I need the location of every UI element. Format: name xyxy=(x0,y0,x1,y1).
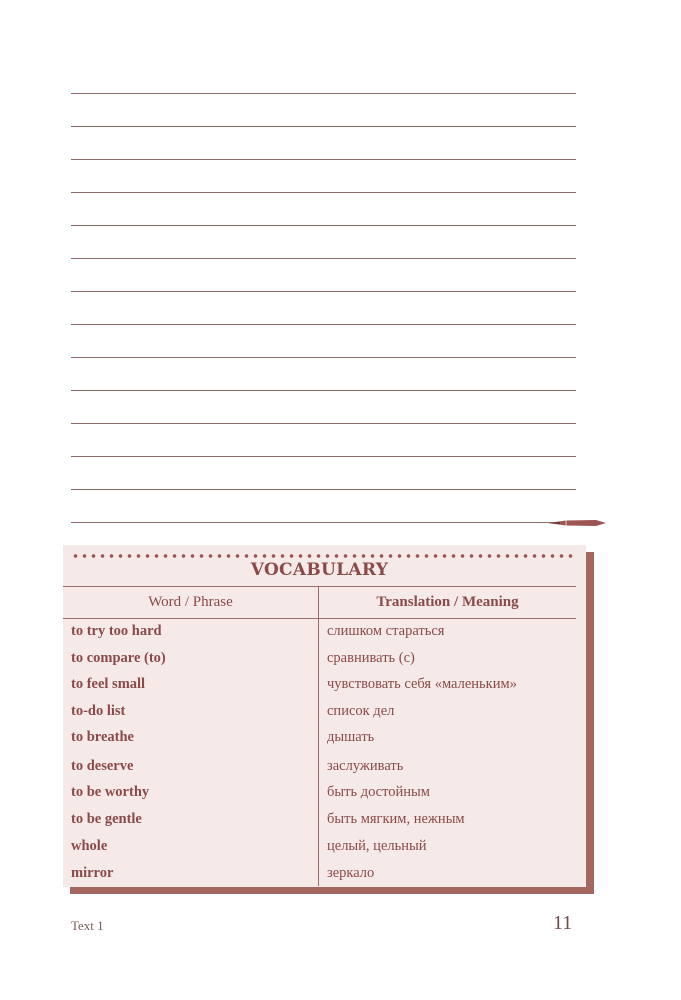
table-row xyxy=(63,758,576,785)
vocab-meaning: слишком стараться xyxy=(327,623,445,639)
writing-line xyxy=(71,159,576,160)
writing-line xyxy=(71,390,576,391)
writing-line xyxy=(71,291,576,292)
vocab-word: whole xyxy=(71,838,108,854)
vocab-meaning: список дел xyxy=(327,703,395,719)
table-row xyxy=(63,729,576,756)
vocab-meaning: заслуживать xyxy=(327,758,404,774)
writing-lines xyxy=(71,0,576,540)
writing-line xyxy=(71,489,576,490)
header-divider xyxy=(63,618,576,619)
table-row xyxy=(63,838,576,865)
table-row xyxy=(63,650,576,677)
table-row xyxy=(63,703,576,730)
header-translation-meaning: Translation / Meaning xyxy=(376,594,519,610)
writing-line xyxy=(71,192,576,193)
header-word-phrase: Word / Phrase xyxy=(148,594,233,610)
table-row xyxy=(63,784,576,811)
vocab-meaning: зеркало xyxy=(327,865,375,881)
vocab-meaning: чувствовать себя «маленьким» xyxy=(327,676,517,692)
writing-line xyxy=(71,126,576,127)
vocabulary-title: VOCABULARY xyxy=(250,560,389,580)
table-row xyxy=(63,865,576,892)
vocab-word: to be worthy xyxy=(71,784,150,800)
writing-line xyxy=(71,522,576,523)
writing-line xyxy=(71,324,576,325)
writing-line xyxy=(71,225,576,226)
vocab-word: to try too hard xyxy=(71,623,162,639)
vocab-word: to feel small xyxy=(71,676,146,692)
vocab-word: to be gentle xyxy=(71,811,142,827)
writing-line xyxy=(71,258,576,259)
vocab-meaning: целый, цельный xyxy=(327,838,427,854)
vocab-word: to breathe xyxy=(71,729,134,745)
vocab-meaning: сравнивать (с) xyxy=(327,650,415,666)
writing-line xyxy=(71,456,576,457)
fountain-pen-icon xyxy=(546,517,608,529)
table-row xyxy=(63,811,576,838)
table-row xyxy=(63,623,576,650)
dotted-border xyxy=(71,552,575,560)
title-divider xyxy=(63,586,576,587)
vocab-word: mirror xyxy=(71,865,114,881)
vocab-word: to compare (to) xyxy=(71,650,166,666)
vocab-word: to-do list xyxy=(71,703,126,719)
table-row xyxy=(63,676,576,703)
vocab-meaning: быть мягким, нежным xyxy=(327,811,465,827)
vocab-meaning: быть достойным xyxy=(327,784,430,800)
page-number: 11 xyxy=(553,912,573,934)
vocab-word: to deserve xyxy=(71,758,134,774)
section-label: Text 1 xyxy=(71,918,104,933)
writing-line xyxy=(71,357,576,358)
vocab-meaning: дышать xyxy=(327,729,375,745)
writing-line xyxy=(71,93,576,94)
vocabulary-box xyxy=(63,545,586,887)
writing-line xyxy=(71,423,576,424)
